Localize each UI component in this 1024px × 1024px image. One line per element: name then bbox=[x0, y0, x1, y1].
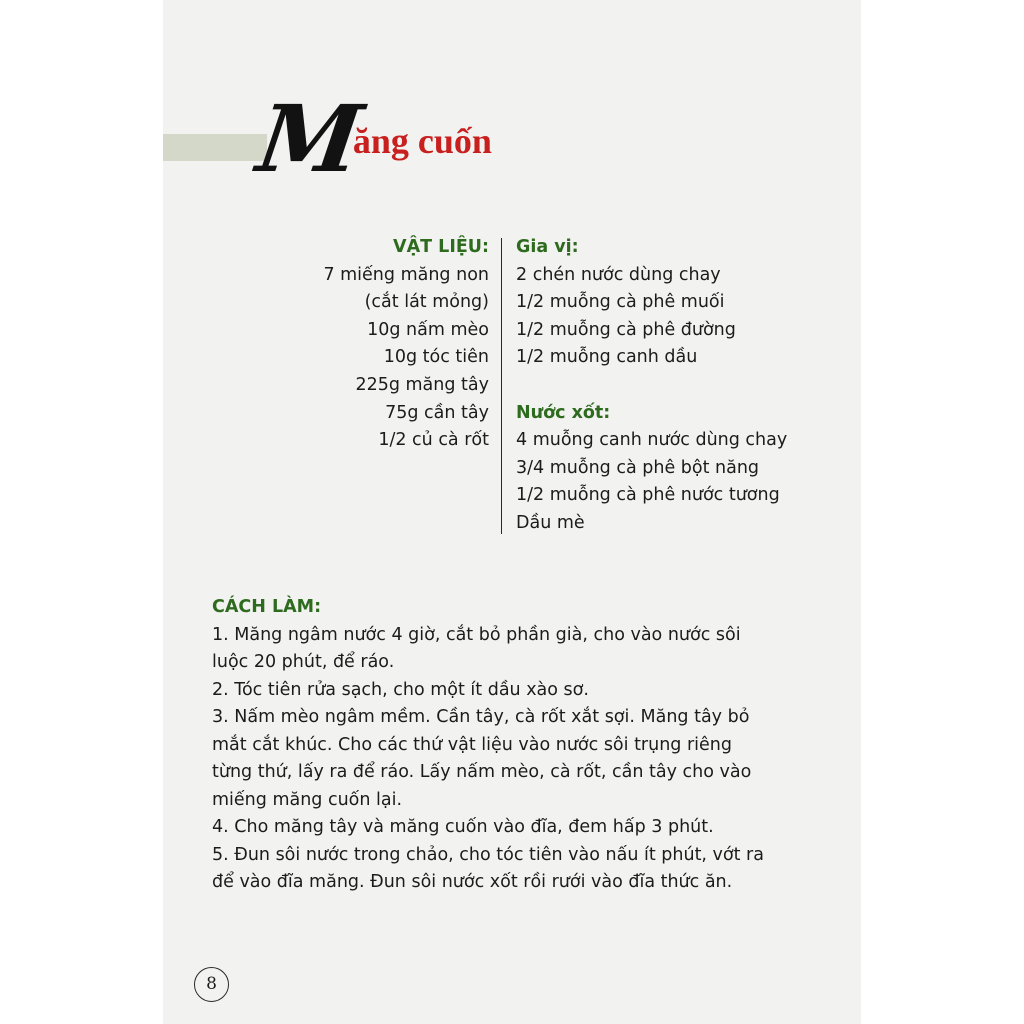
method-line: luộc 20 phút, để ráo. bbox=[212, 652, 395, 672]
ingredients-column bbox=[223, 234, 489, 455]
sauce-item: 4 muỗng canh nước dùng chay bbox=[516, 430, 788, 451]
method-line: 2. Tóc tiên rửa sạch, cho một ít dầu xào sơ. bbox=[212, 679, 589, 700]
ingredient-item: 7 miếng măng non bbox=[323, 264, 489, 285]
method-section bbox=[212, 594, 812, 897]
method-line: miếng măng cuốn lại. bbox=[212, 789, 403, 810]
sauce-item: 1/2 muỗng cà phê nước tương bbox=[516, 485, 780, 506]
ingredient-item: 75g cần tây bbox=[385, 402, 489, 423]
section-spacer bbox=[516, 372, 846, 400]
method-line: 3. Nấm mèo ngâm mềm. Cần tây, cà rốt xắt sợi. Măng tây bỏ bbox=[212, 707, 750, 727]
ingredient-item: 10g nấm mèo bbox=[367, 319, 489, 340]
seasoning-column bbox=[516, 234, 846, 538]
title-rest: ăng cuốn bbox=[352, 121, 492, 161]
title-accent-bar bbox=[163, 134, 267, 161]
method-line: 5. Đun sôi nước trong chảo, cho tóc tiên vào nấu ít phút, vớt ra bbox=[212, 844, 764, 865]
sauce-item: 3/4 muỗng cà phê bột năng bbox=[516, 457, 760, 478]
ingredients-heading: VẬT LIỆU: bbox=[393, 237, 489, 257]
page-title bbox=[251, 85, 492, 193]
spices-heading: Gia vị: bbox=[516, 237, 579, 257]
ingredient-item: (cắt lát mỏng) bbox=[364, 292, 489, 313]
method-line: từng thứ, lấy ra để ráo. Lấy nấm mèo, cà rốt, cần tây cho vào bbox=[212, 762, 752, 782]
page-number: 8 bbox=[194, 967, 229, 1002]
spice-item: 1/2 muỗng canh dầu bbox=[516, 347, 698, 368]
ingredient-item: 1/2 củ cà rốt bbox=[378, 430, 489, 451]
method-line: 1. Măng ngâm nước 4 giờ, cắt bỏ phần già, cho vào nước sôi bbox=[212, 624, 741, 645]
method-line: mắt cắt khúc. Cho các thứ vật liệu vào nước sôi trụng riêng bbox=[212, 734, 733, 755]
sauce-item: Dầu mè bbox=[516, 512, 585, 533]
ingredient-item: 225g măng tây bbox=[355, 374, 489, 395]
column-divider bbox=[501, 238, 502, 534]
method-line: 4. Cho măng tây và măng cuốn vào đĩa, đem hấp 3 phút. bbox=[212, 817, 714, 837]
sauce-heading: Nước xốt: bbox=[516, 402, 611, 423]
method-line: để vào đĩa măng. Đun sôi nước xốt rồi rưới vào đĩa thức ăn. bbox=[212, 872, 733, 892]
spice-item: 1/2 muỗng cà phê muối bbox=[516, 292, 725, 313]
title-initial: M bbox=[251, 85, 365, 193]
recipe-page bbox=[163, 0, 861, 1024]
spice-item: 2 chén nước dùng chay bbox=[516, 264, 721, 285]
method-heading: CÁCH LÀM: bbox=[212, 597, 322, 617]
spice-item: 1/2 muỗng cà phê đường bbox=[516, 319, 736, 340]
ingredient-item: 10g tóc tiên bbox=[383, 347, 489, 368]
